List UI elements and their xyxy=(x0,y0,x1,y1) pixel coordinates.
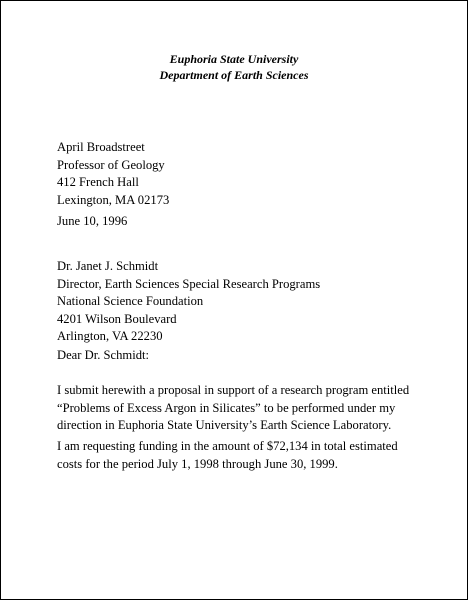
recipient-title: Director, Earth Sciences Special Research Programs xyxy=(57,276,321,291)
recipient-address-block xyxy=(57,258,437,346)
department-name: Department of Earth Sciences xyxy=(159,68,309,82)
university-name: Euphoria State University xyxy=(169,52,299,66)
paragraph-line: I submit herewith a proposal in support of a research program entitled xyxy=(57,383,410,397)
sender-title: Professor of Geology xyxy=(57,157,165,172)
recipient-name: Dr. Janet J. Schmidt xyxy=(57,259,159,273)
sender-name: April Broadstreet xyxy=(57,140,145,154)
letter-date: June 10, 1996 xyxy=(57,214,128,228)
paragraph-line: costs for the period July 1, 1998 through June 30, 1999. xyxy=(57,456,338,471)
sender-address-block xyxy=(57,139,437,209)
sender-street: 412 French Hall xyxy=(57,175,139,189)
recipient-organization: National Science Foundation xyxy=(57,294,204,308)
recipient-city: Arlington, VA 22230 xyxy=(57,329,163,343)
recipient-street: 4201 Wilson Boulevard xyxy=(57,311,177,326)
letterhead xyxy=(1,51,467,83)
paragraph-line: I am requesting funding in the amount of $72,134 in total estimated xyxy=(57,439,398,453)
body-paragraph-2 xyxy=(57,438,437,473)
salutation: Dear Dr. Schmidt: xyxy=(57,348,149,362)
body-paragraph-1 xyxy=(57,382,437,435)
sender-city: Lexington, MA 02173 xyxy=(57,192,170,207)
paragraph-line: “Problems of Excess Argon in Silicates” to be performed under my xyxy=(57,400,396,415)
paragraph-line: direction in Euphoria State University’s Earth Science Laboratory. xyxy=(57,418,392,432)
